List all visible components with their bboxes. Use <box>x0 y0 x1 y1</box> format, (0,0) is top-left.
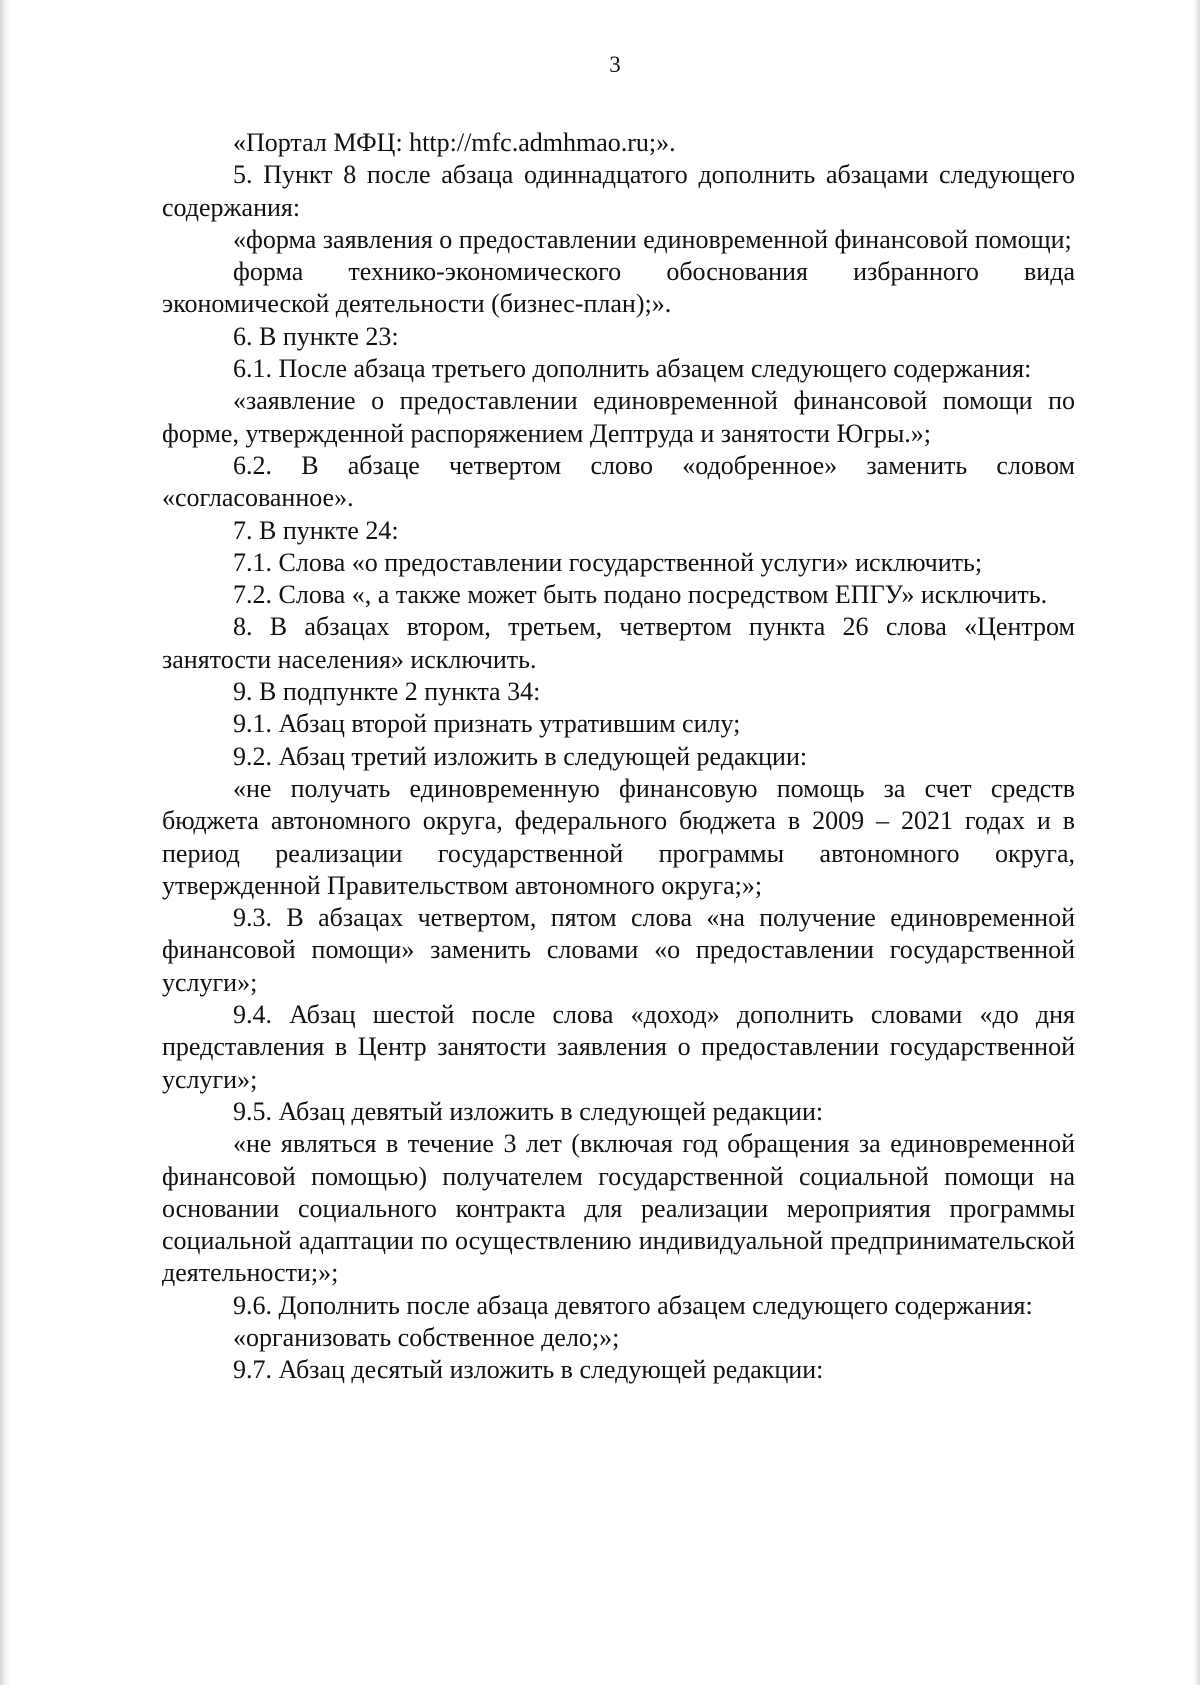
paragraph: «заявление о предоставлении единовременной финансовой помощи по форме, утвержденной распоряжением Дептруда и занятости Югры.»; <box>162 386 1075 448</box>
paragraph: форма технико-экономического обоснования избранного вида экономической деятельности (бизнес-план);». <box>162 257 1075 319</box>
paragraph: 9. В подпункте 2 пункта 34: <box>233 677 541 707</box>
paragraph: «форма заявления о предоставлении единовременной финансовой помощи; <box>233 224 1072 254</box>
page-number: 3 <box>609 52 621 77</box>
paragraph: 5. Пункт 8 после абзаца одиннадцатого дополнить абзацами следующего содержания: <box>162 160 1075 222</box>
paragraph: 6.2. В абзаце четвертом слово «одобренное» заменить словом «согласованное». <box>162 450 1075 513</box>
paragraph: «не получать единовременную финансовую помощь за счет средств бюджета автономного округа, федерального бюджета в 2009 – 2021 годах и в период реализации государственной программы автономного округа, утвержденной Правительством автономного округа;»; <box>162 773 1075 900</box>
paragraph: 7. В пункте 24: <box>233 515 399 545</box>
paragraph: 9.5. Абзац девятый изложить в следующей редакции: <box>233 1096 824 1126</box>
paragraph: 9.2. Абзац третий изложить в следующей редакции: <box>233 741 808 771</box>
scan-edge-left <box>0 0 10 1685</box>
paragraph: 9.3. В абзацах четвертом, пятом слова «на получение единовременной финансовой помощи» заменить словами «о предоставлении государственной услуги»; <box>162 903 1075 997</box>
paragraph: «организовать собственное дело;»; <box>233 1322 620 1352</box>
paragraph: 7.1. Слова «о предоставлении государственной услуги» исключить; <box>233 547 983 577</box>
paragraph: 8. В абзацах втором, третьем, четвертом пункта 26 слова «Центром занятости населения» исключить. <box>162 612 1075 674</box>
paragraph: 9.1. Абзац второй признать утратившим силу; <box>233 709 741 739</box>
document-body <box>162 127 1075 1387</box>
paragraph: 9.6. Дополнить после абзаца девятого абзацем следующего содержания: <box>233 1290 1033 1320</box>
paragraph: 6. В пункте 23: <box>233 321 399 351</box>
paragraph: «Портал МФЦ: http://mfc.admhmao.ru;». <box>233 128 676 157</box>
paragraph: «не являться в течение 3 лет (включая год обращения за единовременной финансовой помощью) получателем государственной социальной помощи на основании социального контракта для реализации мероприятия программы социальной адаптации по осуществлению индивидуальной предпринимательской деятельности;»; <box>162 1129 1075 1288</box>
paragraph: 6.1. После абзаца третьего дополнить абзацем следующего содержания: <box>233 354 1032 384</box>
paragraph: 9.4. Абзац шестой после слова «доход» дополнить словами «до дня представления в Центр занятости заявления о предоставлении государственной услуги»; <box>162 1000 1075 1094</box>
paragraph: 7.2. Слова «, а также может быть подано посредством ЕПГУ» исключить. <box>233 580 1048 610</box>
paragraph: 9.7. Абзац десятый изложить в следующей редакции: <box>233 1355 824 1385</box>
scan-edge-right <box>1192 0 1200 1685</box>
